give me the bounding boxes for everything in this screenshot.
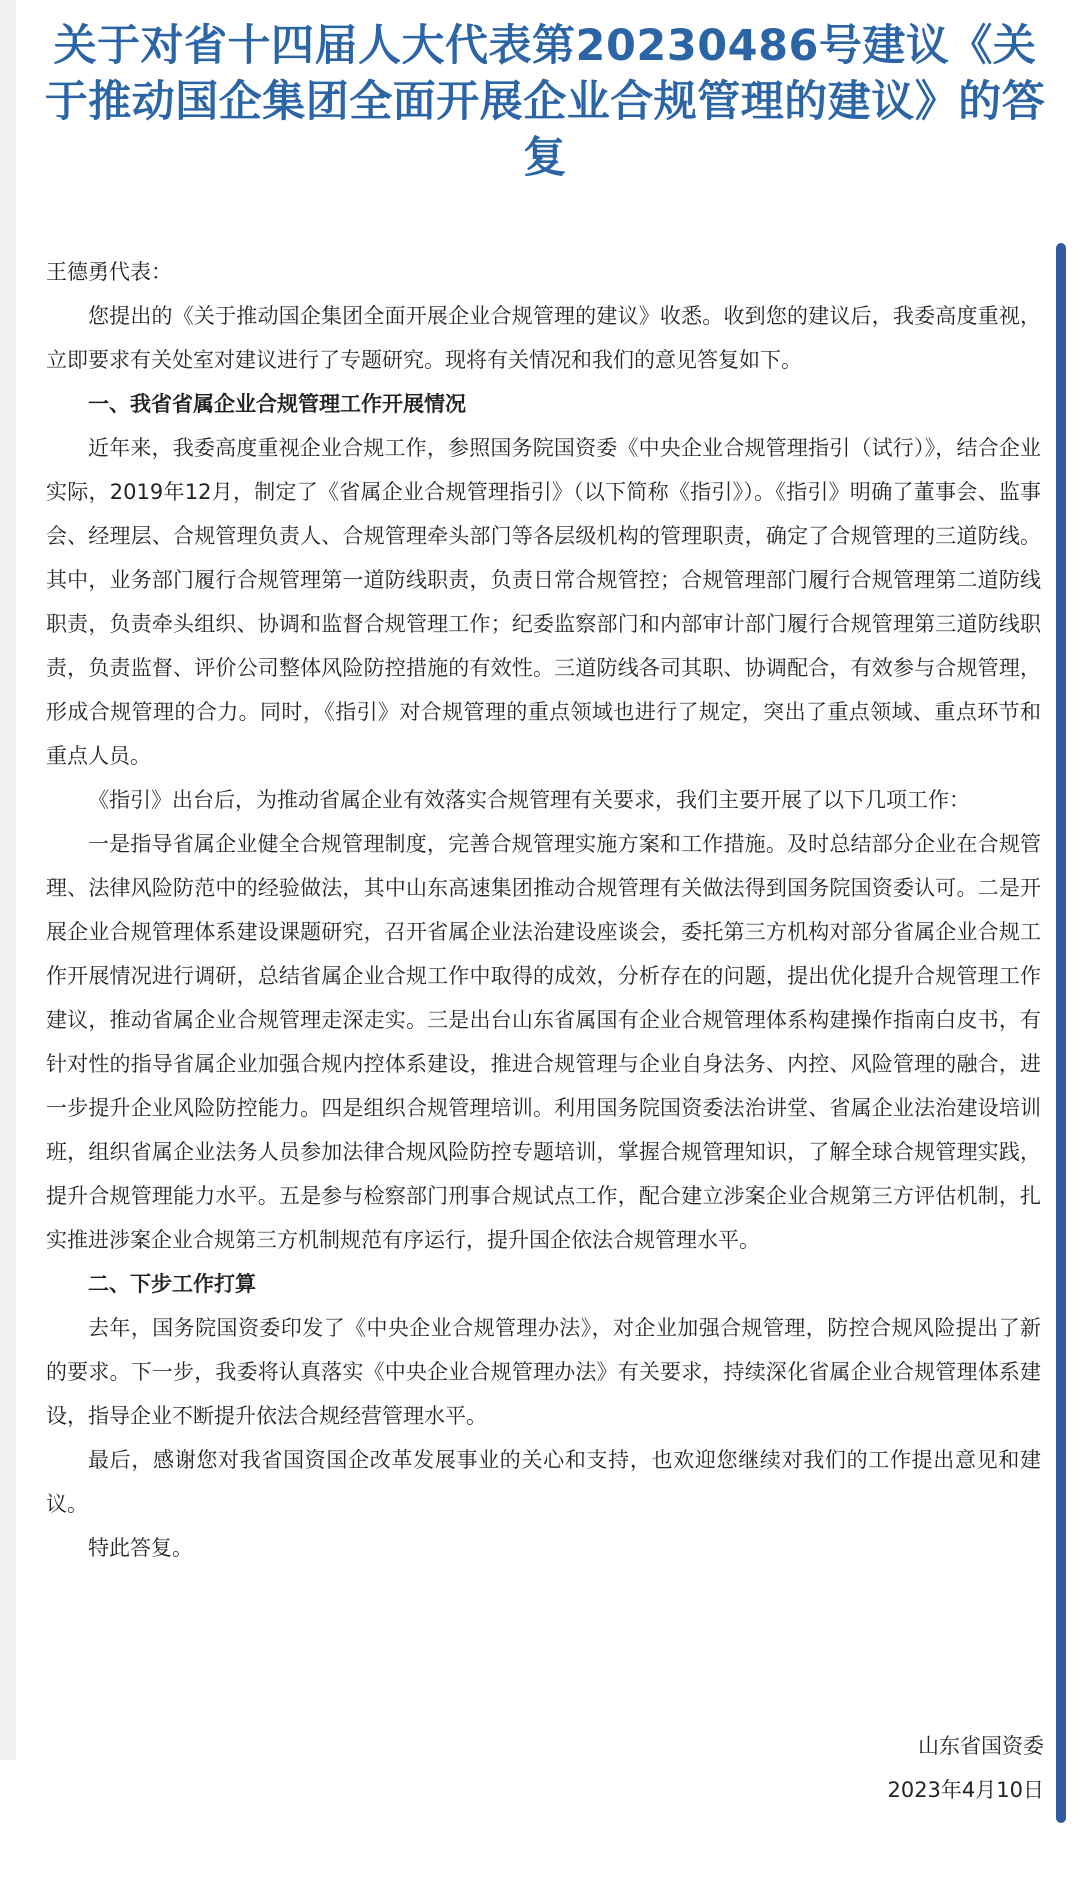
paragraph-3: 一是指导省属企业健全合规管理制度，完善合规管理实施方案和工作措施。及时总结部分企业在合规管理、法律风险防范中的经验做法，其中山东高速集团推动合规管理有关做法得到国务院国资委认可。二是开展企业合规管理体系建设课题研究，召开省属企业法治建设座谈会，委托第三方机构对部分省属企业合规工作开展情况进行调研，总结省属企业合规工作中取得的成效，分析存在的问题，提出优化提升合规管理工作建议，推动省属企业合规管理走深走实。三是出台山东省属国有企业合规管理体系构建操作指南白皮书，有针对性的指导省属企业加强合规内控体系建设，推进合规管理与企业自身法务、内控、风险管理的融合，进一步提升企业风险防控能力。四是组织合规管理培训。利用国务院国资委法治讲堂、省属企业法治建设培训班，组织省属企业法务人员参加法律合规风险防控专题培训，掌握合规管理知识，了解全球合规管理实践，提升合规管理能力水平。五是参与检察部门刑事合规试点工作，配合建立涉案企业合规第三方评估机制，扎实推进涉案企业合规第三方机制规范有序运行，提升国企依法合规管理水平。 bbox=[46, 832, 1041, 1252]
greeting: 王德勇代表： bbox=[46, 260, 172, 284]
paragraph-5: 最后，感谢您对我省国资国企改革发展事业的关心和支持，也欢迎您继续对我们的工作提出意见和建议。 bbox=[46, 1448, 1041, 1516]
section-heading-2: 二、下步工作打算 bbox=[88, 1272, 256, 1296]
closing-line: 特此答复。 bbox=[88, 1536, 193, 1560]
signature-date: 2023年4月10日 bbox=[887, 1778, 1044, 1802]
left-margin-bar bbox=[0, 0, 16, 1760]
paragraph-2: 《指引》出台后，为推动省属企业有效落实合规管理有关要求，我们主要开展了以下几项工作： bbox=[88, 788, 970, 812]
signature-organization: 山东省国资委 bbox=[918, 1734, 1044, 1758]
document-body bbox=[46, 250, 1041, 1570]
section-heading-1: 一、我省省属企业合规管理工作开展情况 bbox=[88, 392, 466, 416]
scrollbar[interactable] bbox=[1056, 243, 1066, 1823]
paragraph-4: 去年，国务院国资委印发了《中央企业合规管理办法》，对企业加强合规管理，防控合规风险提出了新的要求。下一步，我委将认真落实《中央企业合规管理办法》有关要求，持续深化省属企业合规管理体系建设，指导企业不断提升依法合规经营管理水平。 bbox=[46, 1316, 1041, 1428]
paragraph-1: 近年来，我委高度重视企业合规工作，参照国务院国资委《中央企业合规管理指引（试行）》，结合企业实际，2019年12月，制定了《省属企业合规管理指引》（以下简称《指引》）。《指引》明确了董事会、监事会、经理层、合规管理负责人、合规管理牵头部门等各层级机构的管理职责，确定了合规管理的三道防线。其中，业务部门履行合规管理第一道防线职责，负责日常合规管控；合规管理部门履行合规管理第二道防线职责，负责牵头组织、协调和监督合规管理工作；纪委监察部门和内部审计部门履行合规管理第三道防线职责，负责监督、评价公司整体风险防控措施的有效性。三道防线各司其职、协调配合，有效参与合规管理，形成合规管理的合力。同时，《指引》对合规管理的重点领域也进行了规定，突出了重点领域、重点环节和重点人员。 bbox=[46, 436, 1041, 768]
document-title: 关于对省十四届人大代表第20230486号建议《关于推动国企集团全面开展企业合规管理的建议》的答复 bbox=[44, 21, 1046, 183]
intro-paragraph: 您提出的《关于推动国企集团全面开展企业合规管理的建议》收悉。收到您的建议后，我委高度重视，立即要求有关处室对建议进行了专题研究。现将有关情况和我们的意见答复如下。 bbox=[46, 304, 1041, 372]
signature-block bbox=[887, 1724, 1044, 1812]
